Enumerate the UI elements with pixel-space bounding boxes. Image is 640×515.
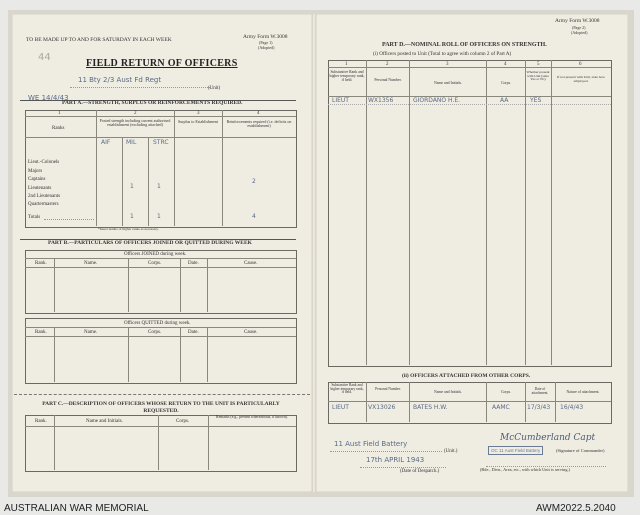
attached-col-divider xyxy=(486,382,487,422)
bde-label: (Bde., Divn., Area, etc., with which Unit is serving.) xyxy=(480,467,570,472)
attached-col-divider xyxy=(409,382,410,422)
joined-col-divider xyxy=(207,258,208,312)
rank-captains: Captains xyxy=(28,177,46,182)
quitted-col-divider xyxy=(207,327,208,382)
joined-col-rank: Rank. xyxy=(35,261,47,266)
part-b-title: PART B.—PARTICULARS OF OFFICERS JOINED OR QUITTED DURING WEEK xyxy=(48,240,252,246)
roll-col-num-6: 6 xyxy=(579,62,582,67)
part-c-col-divider xyxy=(54,415,55,470)
attached-row1-number: VX13026 xyxy=(368,404,396,411)
surplus-header: Surplus to Establishment xyxy=(178,119,218,124)
joined-col-corps: Corps. xyxy=(148,261,162,266)
part-c-col-remarks: Remarks (e.g., present whereabouts, if known). xyxy=(216,415,288,419)
attached-col-divider xyxy=(366,382,367,422)
lieutenants-mil-value: 1 xyxy=(130,183,134,190)
roll-row-rule xyxy=(328,104,611,105)
joined-col-date: Date. xyxy=(188,261,199,266)
right-form-adopted: (Adopted) xyxy=(571,30,588,35)
roll-head-present: Whether present with Unit (state Yes or No) xyxy=(526,70,550,81)
roll-row1-rank: LIEUT xyxy=(332,97,349,104)
attached-row1-name: BATES H.W. xyxy=(413,404,448,411)
roll-head-personal-number: Personal Number. xyxy=(374,78,402,82)
date-signoff-line xyxy=(360,467,446,468)
part-a-sub-divider xyxy=(122,137,123,226)
roll-col-divider xyxy=(486,60,487,365)
attached-head-rank: Substantive Rank and higher temporary rank, if held. xyxy=(330,383,364,395)
totals-strc-value: 1 xyxy=(157,213,161,220)
part-d-title: PART D.—NOMINAL ROLL OF OFFICERS ON STRENGTH. xyxy=(382,42,547,48)
part-a-col-2: 2 xyxy=(134,111,137,116)
part-c-table xyxy=(25,415,297,472)
rank-2nd-lieutenants: 2nd Lieutenants xyxy=(28,194,61,199)
form-page-number: (Page 1) xyxy=(259,40,273,45)
joined-col-divider xyxy=(54,258,55,312)
part-c-col-rank: Rank. xyxy=(35,419,47,424)
pencil-mark: 44 xyxy=(38,52,51,63)
joined-table xyxy=(25,250,297,314)
part-a-note: *Insert details of higher ranks as necessary. xyxy=(98,227,159,231)
attached-row1-nature: 16/4/43 xyxy=(560,404,584,411)
part-d-subtitle: (i) Officers posted to Unit (Total to agree with column 2 of Part A) xyxy=(373,51,512,57)
cut-line xyxy=(14,394,310,395)
joined-rule xyxy=(25,267,296,268)
part-a-head-row xyxy=(25,137,296,138)
posted-strength-header: Posted strength including current authorised establishment (excluding attached) xyxy=(99,118,171,127)
sub-head-aif: AIF xyxy=(101,139,111,146)
roll-col-num-3: 3 xyxy=(446,62,449,67)
rank-lt-colonels: Lieut.-Colonels xyxy=(28,160,60,165)
joined-rule xyxy=(25,258,296,259)
roll-num-rule xyxy=(328,67,611,68)
part-a-num-row xyxy=(25,116,296,117)
quitted-col-name: Name. xyxy=(84,330,98,335)
quitted-col-date: Date. xyxy=(188,330,199,335)
totals-mil-value: 1 xyxy=(130,213,134,220)
quitted-col-corps: Corps. xyxy=(148,330,162,335)
quitted-col-divider xyxy=(180,327,181,382)
attached-head-date: Date of attachment. xyxy=(531,387,549,395)
form-number: Army Form W.3008 xyxy=(243,34,288,40)
roll-col-divider xyxy=(366,60,367,365)
sub-head-mil: MIL xyxy=(126,139,137,146)
roll-col-divider xyxy=(551,60,552,365)
roll-col-num-5: 5 xyxy=(537,62,540,67)
joined-col-divider xyxy=(180,258,181,312)
part-a-col-1: 1 xyxy=(58,111,61,116)
roll-col-num-1: 1 xyxy=(345,62,348,67)
joined-col-cause: Cause. xyxy=(244,261,258,266)
despatch-date-handwritten: 17th APRIL 1943 xyxy=(366,456,425,464)
unit-line xyxy=(70,87,210,88)
quitted-caption: Officers QUITTED during week. xyxy=(124,321,191,326)
roll-col-num-4: 4 xyxy=(504,62,507,67)
unit-signoff-line xyxy=(330,451,442,452)
unit-name-handwritten: 11 Aust Field Battery xyxy=(334,440,408,448)
roll-head-rank: Substantive Rank and higher temporary rank, if held. xyxy=(329,70,365,82)
roll-row1-number: WX1356 xyxy=(368,97,394,104)
attached-title: (ii) OFFICERS ATTACHED FROM OTHER CORPS. xyxy=(402,373,531,379)
accession-number: AWM2022.5.2040 xyxy=(536,503,616,514)
attached-head-name: Name and Initials. xyxy=(434,390,462,394)
archive-credit: AUSTRALIAN WAR MEMORIAL xyxy=(4,503,149,514)
part-a-col-divider xyxy=(174,110,175,226)
part-c-col-name: Name and Initials. xyxy=(86,419,123,424)
joined-col-divider xyxy=(128,258,129,312)
form-adopted: (Adopted) xyxy=(258,45,275,50)
attached-head-number: Personal Number. xyxy=(375,387,401,391)
attached-row1-date: 17/3/43 xyxy=(527,404,551,411)
rank-quartermasters: Quartermasters xyxy=(28,202,59,207)
roll-row1-present: YES xyxy=(530,97,542,104)
totals-reinforcement-value: 4 xyxy=(252,213,256,220)
captains-reinforcement-value: 2 xyxy=(252,178,256,185)
part-c-head-rule xyxy=(25,426,296,427)
part-c-title: PART C.—DESCRIPTION OF OFFICERS WHOSE RETURN TO THE UNIT IS PARTICULARLY REQUESTED. xyxy=(42,401,280,415)
attached-row1-rank: LIEUT xyxy=(332,404,349,411)
quitted-rule xyxy=(25,327,296,328)
part-c-col-corps: Corps. xyxy=(176,419,190,424)
form-title: FIELD RETURN OF OFFICERS xyxy=(86,58,238,69)
unit-label: (Unit) xyxy=(208,86,221,91)
part-a-sub-divider xyxy=(148,137,149,226)
roll-row1-corps: AA xyxy=(500,97,509,104)
lieutenants-strc-value: 1 xyxy=(157,183,161,190)
commander-signature: McCumberland Capt xyxy=(500,433,596,443)
joined-caption: Officers JOINED during week. xyxy=(124,252,187,257)
rank-lieutenants: Lieutenants xyxy=(28,186,52,191)
quitted-col-divider xyxy=(54,327,55,382)
roll-row1-name: GIORDANO H.E. xyxy=(413,97,461,104)
attached-head-rule xyxy=(328,401,611,402)
unit-stamp: OC 11 Aust Field Battery xyxy=(488,446,543,455)
week-ending-handwritten: WE 14/4/43 xyxy=(28,94,69,102)
quitted-col-rank: Rank. xyxy=(35,330,47,335)
roll-head-name: Name and Initials. xyxy=(434,81,462,85)
attached-head-nature: Nature of attachment. xyxy=(566,390,600,394)
signoff-unit-label: (Unit.) xyxy=(444,449,458,454)
quitted-col-divider xyxy=(128,327,129,382)
part-a-col-divider xyxy=(96,110,97,226)
roll-head-corps: Corps. xyxy=(500,81,512,85)
joined-col-name: Name. xyxy=(84,261,98,266)
reinforcements-header: Reinforcements required (i.e. deficits on establishment) xyxy=(226,119,292,128)
sub-head-strc: STRC xyxy=(153,139,169,146)
right-form-number: Army Form W.3008 xyxy=(555,18,600,24)
quitted-col-cause: Cause. xyxy=(244,330,258,335)
roll-col-divider xyxy=(525,60,526,365)
rank-majors: Majors xyxy=(28,169,43,174)
part-a-col-3: 3 xyxy=(197,111,200,116)
nominal-roll-table xyxy=(328,60,612,367)
part-a-col-divider xyxy=(222,110,223,226)
attached-row1-corps: AAMC xyxy=(492,404,510,411)
date-of-despatch-label: (Date of Despatch.) xyxy=(400,469,440,474)
roll-col-num-2: 2 xyxy=(386,62,389,67)
attached-head-corps: Corps. xyxy=(500,390,512,394)
ranks-header: Ranks xyxy=(52,126,65,131)
make-up-instruction: TO BE MADE UP TO AND FOR SATURDAY IN EACH WEEK xyxy=(26,37,172,43)
part-a-title: PART A.—STRENGTH, SURPLUS OR REINFORCEMENTS REQUIRED. xyxy=(62,100,243,106)
totals-leader xyxy=(44,219,94,220)
part-c-col-divider xyxy=(158,415,159,470)
quitted-rule xyxy=(25,336,296,337)
attached-col-divider xyxy=(555,382,556,422)
totals-label: Totals xyxy=(28,215,41,220)
signature-label: (Signature of Commander) xyxy=(556,448,605,453)
unit-handwritten: 11 Bty 2/3 Aust Fd Regt xyxy=(78,76,162,84)
part-c-col-divider xyxy=(208,415,209,470)
right-form-page: (Page 2) xyxy=(572,25,586,30)
roll-head-employment: If not present with Unit, state how employed. xyxy=(557,75,605,83)
roll-col-divider xyxy=(409,60,410,365)
part-a-col-4: 4 xyxy=(257,111,260,116)
